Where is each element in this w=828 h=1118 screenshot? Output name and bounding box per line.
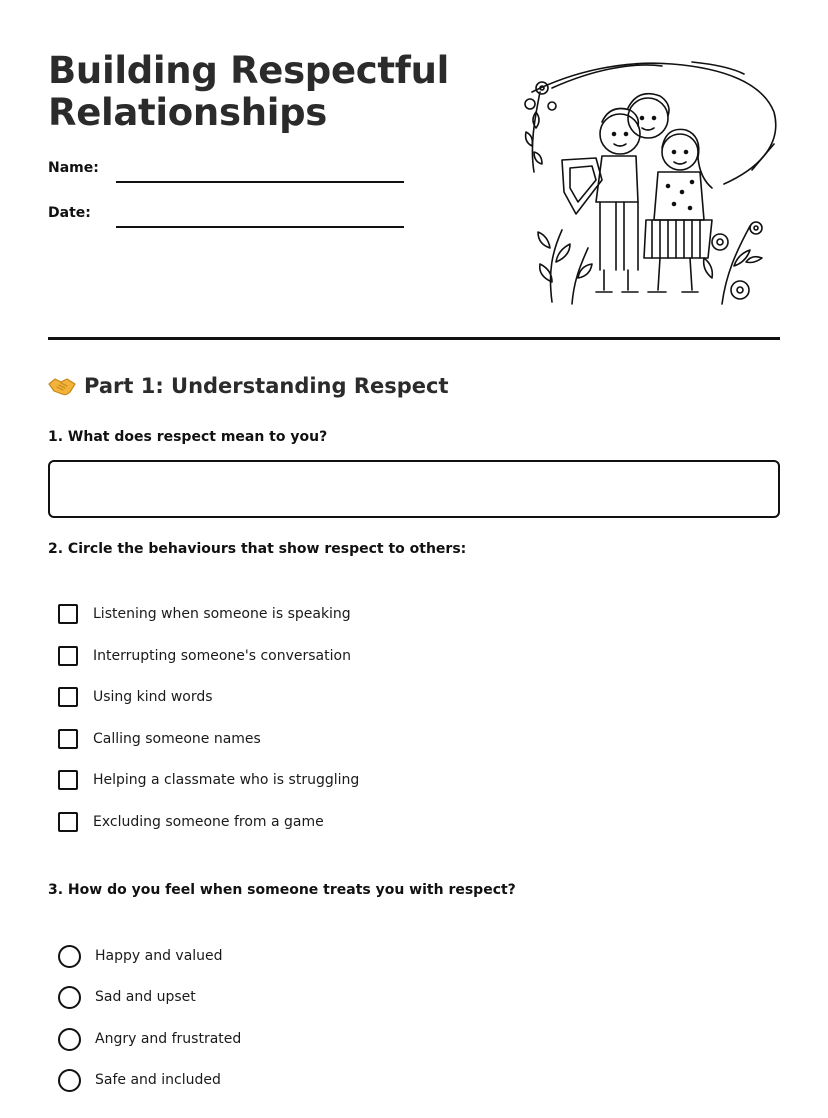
question-2-option[interactable] (58, 644, 351, 668)
name-label: Name: (48, 160, 99, 176)
checkbox[interactable] (58, 604, 78, 624)
radio-button[interactable] (58, 1069, 81, 1092)
name-field[interactable] (116, 181, 404, 183)
question-2-option[interactable] (58, 810, 324, 834)
question-3-option[interactable] (58, 944, 223, 968)
children-hugging-illustration (512, 52, 782, 308)
question-2-option[interactable] (58, 685, 213, 709)
title-line-2: Relationships (48, 91, 328, 134)
option-label: Safe and included (95, 1072, 221, 1088)
radio-button[interactable] (58, 945, 81, 968)
option-label: Using kind words (93, 689, 213, 705)
question-2: 2. Circle the behaviours that show respect to others: (48, 541, 467, 557)
question-3-option[interactable] (58, 1027, 241, 1051)
option-label: Excluding someone from a game (93, 814, 324, 830)
option-label: Listening when someone is speaking (93, 606, 351, 622)
checkbox[interactable] (58, 687, 78, 707)
handshake-icon (48, 375, 76, 397)
question-3: 3. How do you feel when someone treats you with respect? (48, 882, 516, 898)
radio-button[interactable] (58, 1028, 81, 1051)
option-label: Calling someone names (93, 731, 261, 747)
part-1-heading (48, 374, 449, 398)
question-3-option[interactable] (58, 985, 196, 1009)
question-2-option[interactable] (58, 768, 359, 792)
question-2-option[interactable] (58, 602, 351, 626)
date-label: Date: (48, 205, 91, 221)
title-line-1: Building Respectful (48, 49, 450, 92)
part-1-heading-text: Part 1: Understanding Respect (84, 374, 449, 398)
checkbox[interactable] (58, 646, 78, 666)
question-3-option[interactable] (58, 1068, 221, 1092)
option-label: Angry and frustrated (95, 1031, 242, 1047)
checkbox[interactable] (58, 729, 78, 749)
page-title (48, 50, 449, 134)
section-divider (48, 337, 780, 340)
option-label: Happy and valued (95, 948, 223, 964)
option-label: Interrupting someone's conversation (93, 648, 351, 664)
date-field[interactable] (116, 226, 404, 228)
question-1: 1. What does respect mean to you? (48, 429, 328, 445)
option-label: Sad and upset (95, 989, 196, 1005)
checkbox[interactable] (58, 812, 78, 832)
checkbox[interactable] (58, 770, 78, 790)
option-label: Helping a classmate who is struggling (93, 772, 360, 788)
question-1-answer-box[interactable] (48, 460, 780, 518)
radio-button[interactable] (58, 986, 81, 1009)
question-2-option[interactable] (58, 727, 261, 751)
